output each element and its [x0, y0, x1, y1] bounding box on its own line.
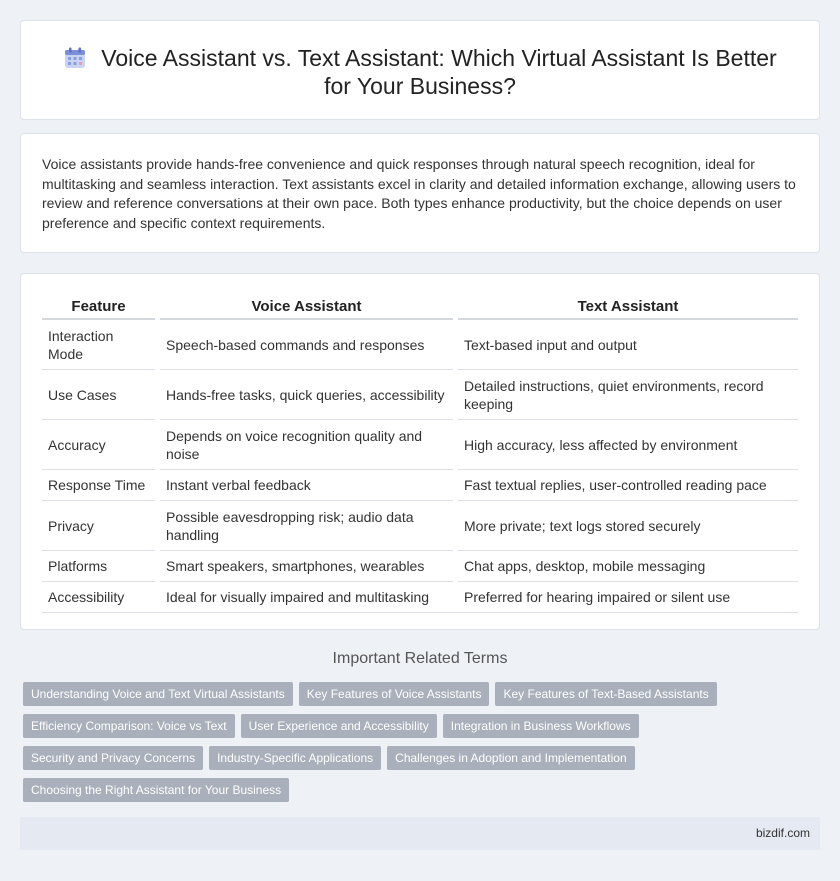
table-row	[42, 320, 798, 370]
related-tag[interactable]: Choosing the Right Assistant for Your Business	[23, 778, 289, 802]
table-row	[42, 501, 798, 551]
text-cell: Text-based input and output	[458, 320, 798, 370]
header-feature: Feature	[42, 294, 155, 320]
table-row	[42, 370, 798, 420]
related-tag[interactable]: Understanding Voice and Text Virtual Assistants	[23, 682, 293, 706]
feature-cell: Response Time	[42, 470, 155, 501]
related-tag[interactable]: User Experience and Accessibility	[241, 714, 437, 738]
voice-cell: Depends on voice recognition quality and noise	[160, 420, 453, 470]
text-cell: More private; text logs stored securely	[458, 501, 798, 551]
related-tag[interactable]: Security and Privacy Concerns	[23, 746, 203, 770]
voice-cell: Ideal for visually impaired and multitasking	[160, 582, 453, 613]
text-cell: Preferred for hearing impaired or silent use	[458, 582, 798, 613]
voice-cell: Instant verbal feedback	[160, 470, 453, 501]
related-tag[interactable]: Efficiency Comparison: Voice vs Text	[23, 714, 235, 738]
related-tag[interactable]: Industry-Specific Applications	[209, 746, 381, 770]
related-tag[interactable]: Challenges in Adoption and Implementation	[387, 746, 635, 770]
feature-cell: Privacy	[42, 501, 155, 551]
feature-cell: Accuracy	[42, 420, 155, 470]
text-cell: Fast textual replies, user-controlled reading pace	[458, 470, 798, 501]
intro-text: Voice assistants provide hands-free convenience and quick responses through natural speech recognition, ideal for multitasking and seamless interaction. Text assistants excel in clarity and detailed information exchange, allowing users to review and reference conversations at their own pace. Both types enhance productivity, but the choice depends on user preference and specific context requirements.	[42, 156, 796, 231]
text-cell: Detailed instructions, quiet environments, record keeping	[458, 370, 798, 420]
table-row	[42, 551, 798, 582]
voice-cell: Possible eavesdropping risk; audio data handling	[160, 501, 453, 551]
voice-cell: Smart speakers, smartphones, wearables	[160, 551, 453, 582]
text-cell: High accuracy, less affected by environment	[458, 420, 798, 470]
related-tag[interactable]: Key Features of Text-Based Assistants	[495, 682, 716, 706]
table-row	[42, 582, 798, 613]
header-text-assistant: Text Assistant	[458, 294, 798, 320]
feature-cell: Accessibility	[42, 582, 155, 613]
related-terms-title: Important Related Terms	[332, 650, 508, 667]
feature-cell: Use Cases	[42, 370, 155, 420]
comparison-card	[20, 273, 820, 630]
intro-card	[20, 133, 820, 253]
related-terms-tags	[23, 682, 803, 810]
voice-cell: Speech-based commands and responses	[160, 320, 453, 370]
text-cell: Chat apps, desktop, mobile messaging	[458, 551, 798, 582]
feature-cell: Interaction Mode	[42, 320, 155, 370]
comparison-table	[42, 294, 798, 613]
title-wrap	[61, 44, 779, 100]
table-row	[42, 420, 798, 470]
footer-site-link[interactable]: bizdif.com	[755, 826, 810, 840]
related-tag[interactable]: Key Features of Voice Assistants	[299, 682, 490, 706]
table-header-row	[42, 294, 798, 320]
voice-cell: Hands-free tasks, quick queries, accessibility	[160, 370, 453, 420]
header-voice-assistant: Voice Assistant	[160, 294, 453, 320]
table-row	[42, 470, 798, 501]
feature-cell: Platforms	[42, 551, 155, 582]
header-card	[20, 20, 820, 120]
calendar-icon	[63, 47, 87, 69]
related-tag[interactable]: Integration in Business Workflows	[443, 714, 639, 738]
footer	[20, 817, 820, 850]
page-title: Voice Assistant vs. Text Assistant: Which Virtual Assistant Is Better for Your Business?	[101, 45, 777, 99]
